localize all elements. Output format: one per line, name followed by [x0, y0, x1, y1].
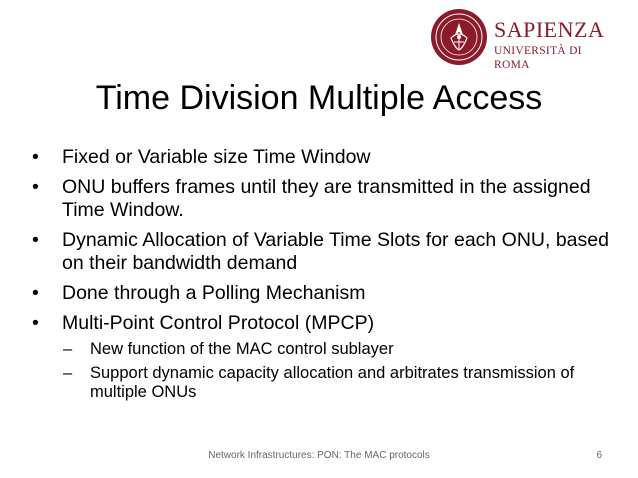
sub-bullet-marker: – — [63, 364, 73, 382]
bullet-marker: • — [32, 176, 39, 198]
bullet-marker: • — [32, 282, 39, 304]
university-logo — [430, 8, 620, 71]
university-seal-icon — [430, 8, 488, 66]
bullet-text: Dynamic Allocation of Variable Time Slots for each ONU, based on their bandwidth demand — [62, 229, 609, 274]
bullet-text: Multi-Point Control Protocol (MPCP) — [62, 312, 375, 334]
slide-body — [26, 146, 616, 407]
page-number: 6 — [596, 450, 602, 461]
bullet-item — [26, 146, 616, 169]
bullet-item — [26, 176, 616, 222]
bullet-marker: • — [32, 312, 39, 334]
sub-bullet-list — [26, 340, 616, 402]
sub-bullet-marker: – — [63, 340, 73, 358]
sub-bullet-item — [26, 340, 616, 359]
bullet-item — [26, 282, 616, 305]
sub-bullet-text: New function of the MAC control sublayer — [90, 340, 394, 358]
bullet-marker: • — [32, 146, 39, 168]
sub-bullet-item — [26, 364, 616, 402]
slide-title: Time Division Multiple Access — [95, 79, 543, 117]
brand — [494, 18, 620, 72]
slide-footer: Network Infrastructures: PON: The MAC protocols — [208, 450, 430, 461]
brand-name: SAPIENZA — [494, 17, 605, 42]
bullet-item — [26, 312, 616, 335]
bullet-text: Done through a Polling Mechanism — [62, 282, 366, 304]
bullet-item — [26, 229, 616, 275]
bullet-marker: • — [32, 229, 39, 251]
brand-subtitle: UNIVERSITÀ DI ROMA — [494, 45, 582, 71]
bullet-text: Fixed or Variable size Time Window — [62, 146, 371, 168]
sub-bullet-text: Support dynamic capacity allocation and arbitrates transmission of multiple ONUs — [90, 364, 575, 401]
bullet-text: ONU buffers frames until they are transmitted in the assigned Time Window. — [62, 176, 591, 221]
